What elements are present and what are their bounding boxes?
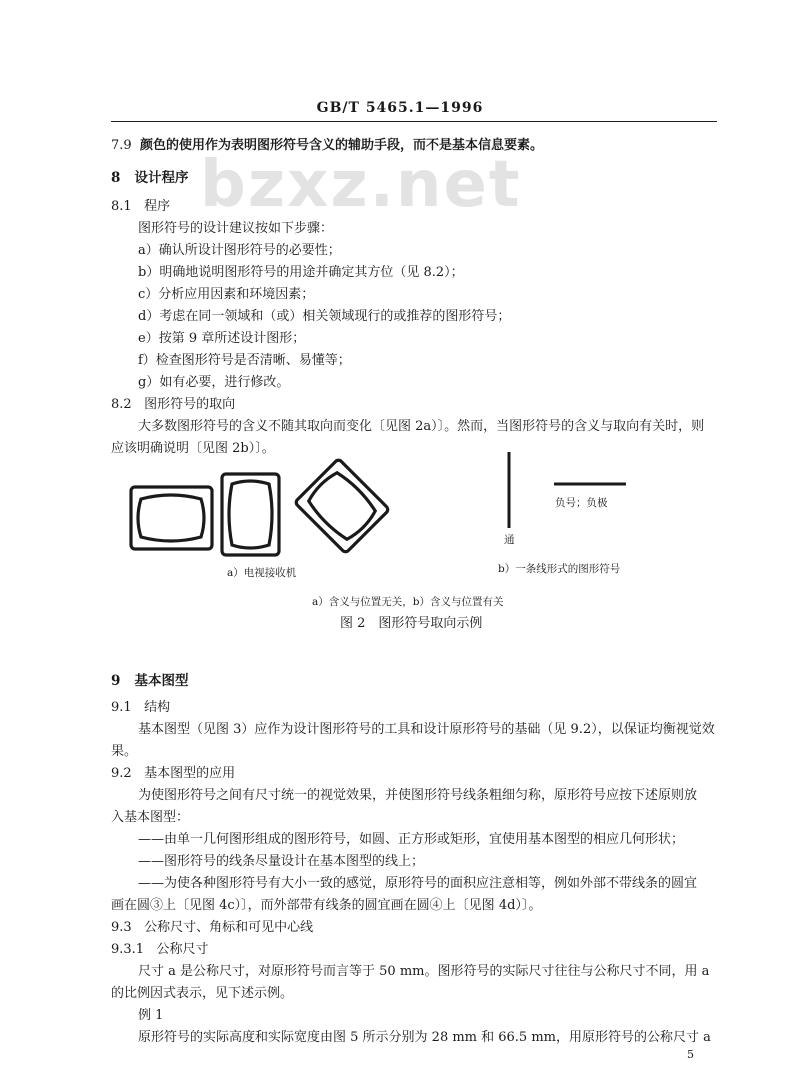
tv-landscape-icon (131, 487, 212, 549)
figure-legend: a）含义与位置无关，b）含义与位置有关 (312, 596, 504, 608)
figure-caption: 图 2 图形符号取向示例 (340, 616, 483, 631)
section-number: 9.3 (111, 920, 132, 935)
section-number: 7.9 (111, 138, 132, 153)
step-d: d）考虑在同一领域和（或）相关领域现行的或推荐的图形符号； (138, 309, 511, 324)
procedure-intro: 图形符号的设计建议按如下步骤： (138, 221, 334, 236)
step-g: g）如有必要，进行修改。 (138, 375, 290, 390)
section-number: 9.3.1 (111, 942, 145, 957)
document-header: GB/T 5465.1—1996 (316, 100, 484, 116)
section-number: 9.2 (111, 766, 132, 781)
subcaption-a: a）电视接收机 (227, 567, 297, 579)
nominal-size-paragraph-line2: 的比例因式表示，见下述示例。 (111, 986, 294, 1001)
application-paragraph-line1: 为使图形符号之间有尺寸统一的视觉效果，并使图形符号线条粗细匀称，原形符号应按下述原则放 (138, 788, 698, 803)
example-label: 例 1 (138, 1008, 164, 1023)
section-9-3-1-heading (111, 940, 209, 960)
label-vertical: 通 (504, 534, 515, 546)
step-c: c）分析应用因素和环境因素； (138, 287, 315, 302)
section-number: 8 (111, 170, 121, 186)
orientation-paragraph-line2: 应该明确说明〔见图 2b）〕。 (111, 441, 275, 456)
section-number: 9 (111, 673, 121, 689)
section-title: 公称尺寸 (156, 942, 209, 957)
rule-item-3-continued: 画在圆③上〔见图 4c）〕，而外部带有线条的圆宜画在圆④上〔见图 4d）〕。 (111, 898, 542, 913)
section-9-3-heading (111, 918, 313, 938)
tv-rotated-icon (295, 459, 390, 554)
section-number: 9.1 (111, 700, 132, 715)
section-title: 设计程序 (134, 170, 189, 186)
step-e: e）按第 9 章所述设计图形； (138, 331, 306, 346)
step-b: b）明确地说明图形符号的用途并确定其方位（见 8.2）； (138, 265, 464, 280)
orientation-paragraph-line1: 大多数图形符号的含义不随其取向而变化〔见图 2a）〕。然而，当图形符号的含义与取向有关时，则 (138, 419, 705, 434)
step-a: a）确认所设计图形符号的必要性； (138, 243, 341, 258)
nominal-size-paragraph-line1: 尺寸 a 是公称尺寸，对原形符号而言等于 50 mm。图形符号的实际尺寸往往与公称尺寸不同，用 a (138, 964, 710, 979)
tv-portrait-icon (222, 474, 279, 555)
section-9-2-heading (111, 764, 235, 784)
rule-item-1: ——由单一几何图形组成的图形符号，如圆、正方形或矩形，宜使用基本图型的相应几何形状； (138, 832, 685, 847)
section-9-heading (111, 669, 189, 689)
example-paragraph: 原形符号的实际高度和实际宽度由图 5 所示分别为 28 mm 和 66.5 mm，用原形符号的公称尺寸 a (138, 1030, 711, 1045)
section-number: 8.2 (111, 397, 132, 412)
section-title: 基本图型 (134, 673, 189, 689)
section-title: 公称尺寸、角标和可见中心线 (144, 920, 314, 935)
structure-paragraph-line1: 基本图型（见图 3）应作为设计图形符号的工具和设计原形符号的基础（见 9.2），以保证均衡视觉效 (138, 722, 715, 737)
section-title: 结构 (144, 700, 171, 715)
rule-item-3: ——为使各种图形符号有大小一致的感觉，原形符号的面积应注意相等，例如外部不带线条的圆宜 (138, 876, 698, 891)
section-title: 基本图型的应用 (144, 766, 236, 781)
page-number: 5 (687, 1048, 694, 1061)
section-title: 图形符号的取向 (144, 397, 236, 412)
section-number: 8.1 (111, 199, 132, 214)
section-9-1-heading (111, 698, 170, 718)
watermark: bzxz.net (200, 148, 522, 222)
label-horizontal: 负号；负极 (555, 497, 608, 509)
step-f: f）检查图形符号是否清晰、易懂等； (138, 353, 351, 368)
rule-item-2: ——图形符号的线条尽量设计在基本图型的线上； (138, 854, 425, 869)
section-title: 程序 (144, 199, 171, 214)
section-text: 颜色的使用作为表明图形符号含义的辅助手段，而不是基本信息要素。 (139, 138, 543, 153)
structure-paragraph-line2: 果。 (111, 744, 138, 759)
subcaption-b: b）一条线形式的图形符号 (498, 563, 621, 575)
application-paragraph-line2: 入基本图型： (111, 810, 190, 825)
